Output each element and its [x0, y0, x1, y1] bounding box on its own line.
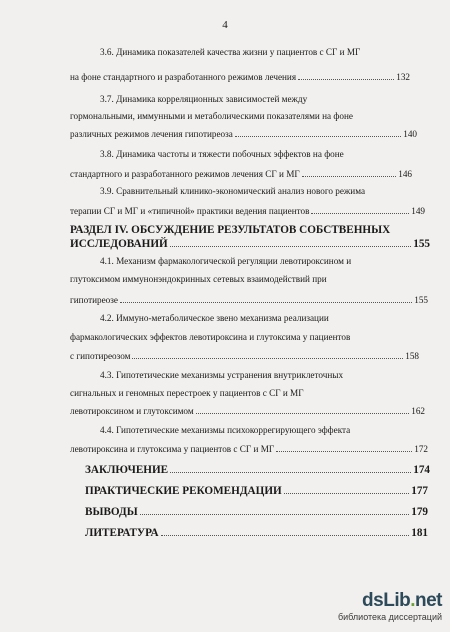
toc-page-number: 140: [403, 129, 417, 139]
toc-entry-4-3-last[interactable]: [70, 405, 425, 417]
toc-practical-recommendations[interactable]: [85, 485, 428, 498]
toc-entry-3-7-line-1: 3.7. Динамика корреляционных зависимостей между: [100, 94, 308, 104]
toc-heading-text: ЗАКЛЮЧЕНИЕ: [85, 464, 169, 476]
toc-page-number: 174: [413, 464, 430, 476]
dot-leader: [284, 485, 409, 494]
toc-page-number: 155: [414, 295, 428, 305]
dot-leader: [140, 506, 409, 515]
toc-page-number: 177: [411, 485, 428, 497]
dot-leader: [298, 71, 394, 80]
dot-leader: [170, 237, 411, 247]
toc-entry-3-7-line-2: гормональными, иммунными и метаболическими показателями на фоне: [70, 111, 353, 121]
toc-heading-text: ПРАКТИЧЕСКИЕ РЕКОМЕНДАЦИИ: [85, 485, 282, 497]
dslib-subtitle: библиотека диссертаций: [337, 612, 442, 622]
section-4-heading-last[interactable]: [70, 237, 430, 251]
toc-entry-4-3-line-2: сигнальных и геномных перестроек у пациентов с СГ и МГ: [70, 388, 304, 398]
toc-entry-3-8-last[interactable]: [70, 168, 412, 180]
toc-entry-3-9-last[interactable]: [70, 205, 425, 217]
toc-page-number: 146: [398, 169, 412, 179]
toc-entry-3-6-last[interactable]: [70, 71, 410, 83]
dslib-logo: [362, 590, 442, 612]
dot-leader: [132, 350, 403, 359]
toc-entry-3-9-line-1: 3.9. Сравнительный клинико-экономический анализ нового режима: [100, 186, 366, 196]
toc-entry-4-2-line-1: 4.2. Иммуно-метаболическое звено механизма реализации: [100, 313, 329, 323]
toc-entry-3-6-line-1: 3.6. Динамика показателей качества жизни у пациентов с СГ и МГ: [100, 47, 361, 57]
toc-page-number: 172: [414, 444, 428, 454]
toc-references[interactable]: [85, 527, 428, 540]
dot-leader: [302, 168, 397, 177]
toc-entry-text: различных режимов лечения гипотиреоза: [70, 129, 233, 139]
logo-part-ds: dsLib: [362, 590, 411, 611]
toc-page-number: 149: [411, 206, 425, 216]
toc-entry-text: левотироксина и глутоксима у пациентов с СГ и МГ: [70, 444, 275, 454]
dot-leader: [235, 128, 401, 137]
toc-entry-text: с гипотиреозом: [70, 351, 131, 361]
toc-entry-3-7-last[interactable]: [70, 128, 417, 140]
logo-part-dot: .: [410, 590, 415, 611]
toc-entry-4-3-line-1: 4.3. Гипотетические механизмы устранения внутриклеточных: [100, 370, 344, 380]
page-number: 4: [222, 19, 228, 31]
logo-part-net: net: [415, 590, 442, 611]
toc-entry-4-1-last[interactable]: [70, 294, 428, 306]
toc-page-number: 162: [411, 406, 425, 416]
toc-page-number: 155: [413, 238, 430, 250]
toc-entry-text: терапии СГ и МГ и «типичной» практики ведения пациентов: [70, 206, 310, 216]
toc-entry-4-4-line-1: 4.4. Гипотетические механизмы психокоррегирующего эффекта: [100, 425, 351, 435]
dot-leader: [170, 464, 411, 473]
toc-entry-4-2-last[interactable]: [70, 350, 419, 362]
toc-entry-text: левотироксином и глутоксимом: [70, 406, 194, 416]
dot-leader: [276, 443, 412, 452]
toc-entry-text: гипотиреозе: [70, 295, 118, 305]
toc-entry-text: стандартного и разработанного режимов лечения СГ и МГ: [70, 169, 300, 179]
dot-leader: [120, 294, 412, 303]
toc-page-number: 132: [396, 72, 410, 82]
toc-entry-4-1-line-2: глутоксимом иммунонэндокринных сетевых взаимодействий при: [70, 274, 327, 284]
toc-entry-text: на фоне стандартного и разработанного режимов лечения: [70, 72, 297, 82]
toc-heading-text: ВЫВОДЫ: [85, 506, 138, 518]
toc-heading-text: ЛИТЕРАТУРА: [85, 527, 159, 539]
section-4-heading-line-1: РАЗДЕЛ IV. ОБСУЖДЕНИЕ РЕЗУЛЬТАТОВ СОБСТВЕННЫХ: [70, 224, 391, 236]
toc-entry-4-2-line-2: фармакологических эффектов левотироксина и глутоксима у пациентов: [70, 332, 351, 342]
dot-leader: [161, 527, 410, 536]
toc-conclusion[interactable]: [85, 464, 430, 477]
toc-page-number: 181: [411, 527, 428, 539]
toc-findings[interactable]: [85, 506, 428, 519]
toc-page-number: 158: [405, 351, 419, 361]
toc-entry-4-4-last[interactable]: [70, 443, 428, 455]
toc-entry-3-8-line-1: 3.8. Динамика частоты и тяжести побочных эффектов на фоне: [100, 149, 344, 159]
dslib-watermark: [332, 590, 442, 624]
toc-page-number: 179: [411, 506, 428, 518]
toc-entry-4-1-line-1: 4.1. Механизм фармакологической регуляции левотироксином и: [100, 256, 352, 266]
dot-leader: [196, 405, 410, 414]
section-heading-text: ИССЛЕДОВАНИЙ: [70, 238, 168, 250]
dot-leader: [311, 205, 409, 214]
